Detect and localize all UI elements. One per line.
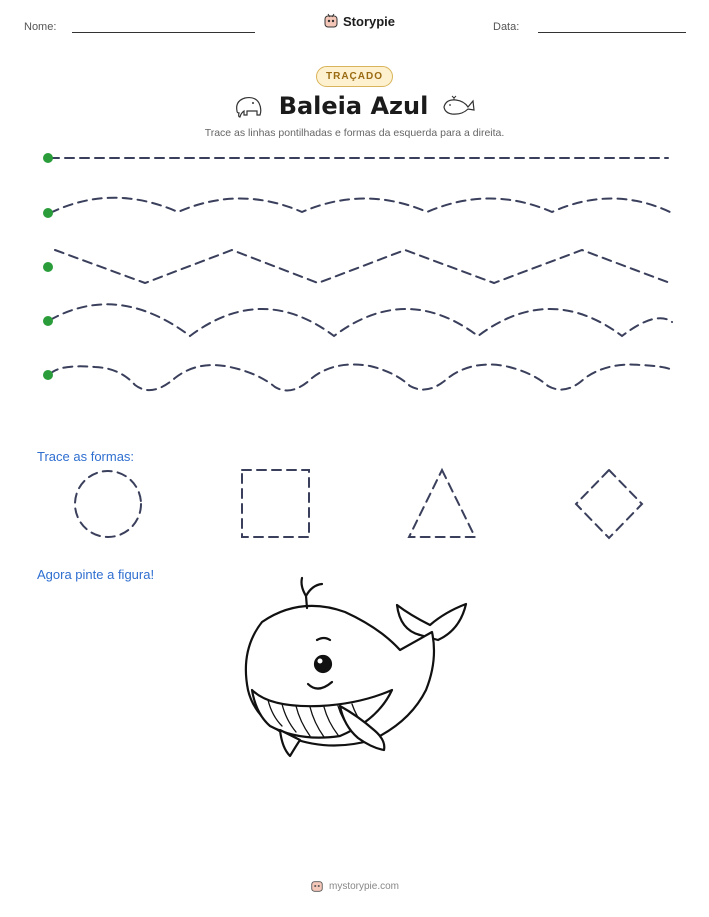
date-label: Data: [493, 21, 520, 33]
tracing-line-zigzag[interactable] [55, 250, 670, 283]
page-title: Baleia Azul [278, 92, 429, 120]
trace-triangle[interactable] [409, 470, 475, 537]
start-dot-1 [43, 153, 53, 163]
footer [310, 879, 399, 893]
storypie-logo-icon [310, 879, 324, 893]
tracing-line-wave[interactable] [50, 198, 670, 213]
instructions: Trace as linhas pontilhadas e formas da esquerda para a direita. [204, 127, 505, 139]
trace-square[interactable] [242, 470, 309, 537]
footer-url[interactable]: mystorypie.com [328, 880, 399, 892]
start-dot-3 [43, 262, 53, 272]
category-badge: TRAÇADO [316, 66, 393, 87]
brand-name: Storypie [343, 13, 396, 29]
tracing-line-smooth-wave[interactable] [50, 304, 672, 336]
color-section-label: Agora pinte a figura! [37, 567, 155, 582]
trace-diamond[interactable] [576, 470, 642, 538]
shapes-section-label: Trace as formas: [37, 449, 135, 464]
start-dot-5 [43, 370, 53, 380]
trace-circle[interactable] [75, 471, 141, 537]
start-dot-2 [43, 208, 53, 218]
tracing-line-loops[interactable] [50, 365, 672, 391]
name-label: Nome: [24, 21, 57, 33]
whale-drawing[interactable] [246, 578, 466, 756]
start-dot-4 [43, 316, 53, 326]
